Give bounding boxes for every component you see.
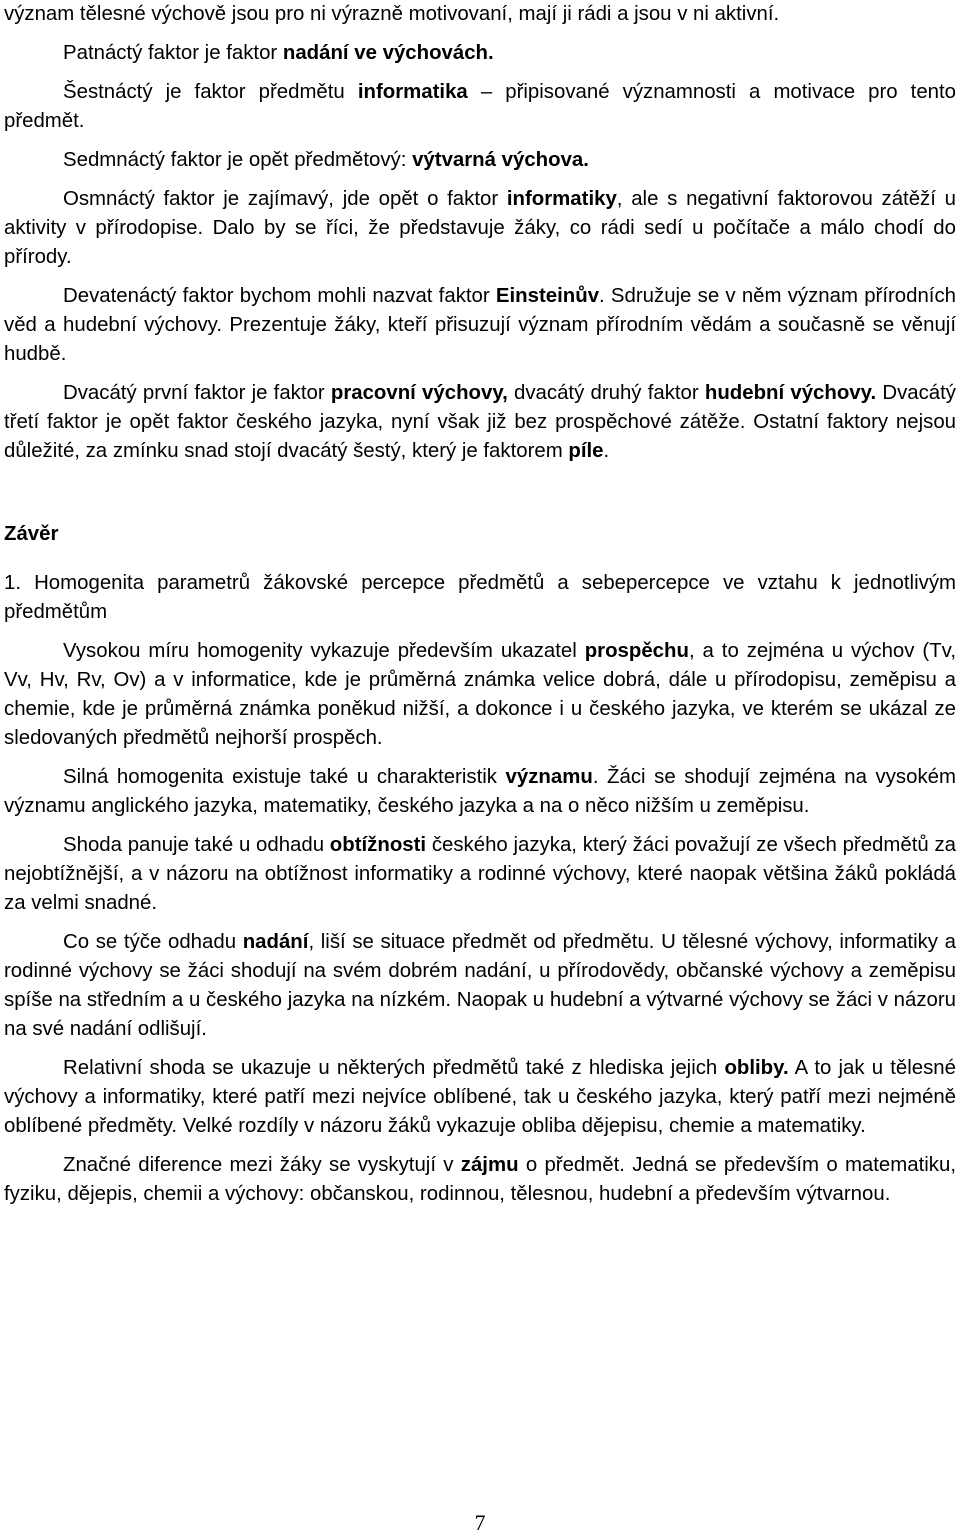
text-run: českého jazyka, který žáci považují ze všech předmětů za nejobtížnější, a v názoru na obtížnost informatiky a rodinné výchovy, které naopak většina žáků pokládá za velmi snadné. — [4, 834, 956, 914]
text-run: – připisované významnosti a motivace pro tento předmět. — [4, 81, 957, 132]
bold-term: nadání ve výchovách. — [282, 42, 494, 64]
text-run: Dvacátý první faktor je faktor — [63, 382, 331, 404]
paragraph — [4, 282, 956, 369]
text-run: , ale s negativní faktorovou zátěží u aktivity v přírodopise. Dalo by se říci, že představuje žáky, co rádi sedí u počítače a málo chodí do přírody. — [4, 188, 956, 268]
document-page — [4, 0, 956, 1219]
bold-term: obliby. — [724, 1057, 789, 1079]
bold-term: nadání — [242, 931, 309, 953]
text-run: Značné diference mezi žáky se vyskytují v — [63, 1154, 461, 1176]
bold-term: informatiky — [506, 188, 617, 210]
paragraph — [4, 928, 956, 1044]
text-run: A to jak u tělesné výchovy a informatiky, které patří mezi nejvíce oblíbené, tak u českého jazyka, který patří mezi nejméně oblíbené předměty. Velké rozdíly v názoru žáků vykazuje obliba dějepisu, chemie a matematiky. — [4, 1057, 956, 1137]
text-run: význam tělesné výchově jsou pro ni výrazně motivovaní, mají ji rádi a jsou v ni aktivní. — [4, 3, 780, 25]
section-heading: Závěr — [4, 523, 59, 545]
paragraph — [4, 379, 956, 466]
paragraph — [4, 0, 956, 29]
paragraph — [4, 831, 956, 918]
bold-term: prospěchu — [584, 640, 689, 662]
text-run: Shoda panuje také u odhadu — [63, 834, 330, 856]
numbered-subheading: 1. Homogenita parametrů žákovské percepce předmětů a sebepercepce ve vztahu k jednotlivým předmětům — [4, 572, 956, 623]
bold-term: Einsteinův — [495, 285, 600, 307]
text-run: Co se týče odhadu — [63, 931, 243, 953]
text-run: . Sdružuje se v něm význam přírodních věd a hudební výchovy. Prezentuje žáky, kteří přisuzují význam přírodním vědám a současně se věnují hudbě. — [4, 285, 957, 365]
text-run: Devatenáctý faktor bychom mohli nazvat faktor — [63, 285, 496, 307]
text-run: , a to zejména u výchov (Tv, Vv, Hv, Rv, Ov) a v informatice, kde je průměrná známka velice dobrá, dále u přírodopisu, zeměpisu a chemie, kde je průměrná známka poněkud nižší, a dokonce i u českého jazyka, ve kterém se ukázal ze sledovaných předmětů nejhorší prospěch. — [4, 640, 956, 749]
bold-term: informatika — [357, 81, 468, 103]
paragraph — [4, 78, 956, 136]
text-run: . — [603, 440, 610, 462]
body-text-bottom — [4, 637, 956, 1209]
text-run: dvacátý druhý faktor — [507, 382, 705, 404]
bold-term: hudební výchovy. — [704, 382, 877, 404]
text-run: Patnáctý faktor je faktor — [63, 42, 283, 64]
bold-term: obtížnosti — [329, 834, 427, 856]
bold-term: zájmu — [460, 1154, 519, 1176]
paragraph — [4, 637, 956, 753]
bold-term: píle — [568, 440, 604, 462]
text-run: o předmět. Jedná se především o matematiku, fyziku, dějepis, chemii a výchovy: občanskou, rodinnou, tělesnou, hudební a především výtvarnou. — [4, 1154, 956, 1205]
text-run: Šestnáctý je faktor předmětu — [63, 81, 358, 103]
paragraph — [4, 1054, 956, 1141]
paragraph — [4, 39, 956, 68]
paragraph — [4, 146, 956, 175]
text-run: Dvacátý třetí faktor je opět faktor českého jazyka, nyní však již bez prospěchové zátěže. Ostatní faktory nejsou důležité, za zmínku snad stojí dvacátý šestý, který je faktorem — [4, 382, 956, 462]
text-run: Relativní shoda se ukazuje u některých předmětů také z hlediska jejich — [63, 1057, 725, 1079]
bold-term: pracovní výchovy, — [330, 382, 508, 404]
bold-term: výtvarná výchova. — [412, 149, 589, 171]
text-run: Sedmnáctý faktor je opět předmětový: — [63, 149, 413, 171]
text-run: Vysokou míru homogenity vykazuje především ukazatel — [63, 640, 585, 662]
paragraph — [4, 1151, 956, 1209]
page-number: 7 — [474, 1510, 486, 1535]
text-run: Silná homogenita existuje také u charakteristik — [63, 766, 506, 788]
text-run: Osmnáctý faktor je zajímavý, jde opět o faktor — [63, 188, 507, 210]
bold-term: významu — [505, 766, 593, 788]
body-text-top — [4, 0, 956, 466]
paragraph — [4, 763, 956, 821]
text-run: . Žáci se shodují zejména na vysokém významu anglického jazyka, matematiky, českého jazyka a na o něco nižším u zeměpisu. — [4, 766, 956, 817]
paragraph — [4, 185, 956, 272]
text-run: , liší se situace předmět od předmětu. U tělesné výchovy, informatiky a rodinné výchovy se žáci shodují na svém dobrém nadání, u přírodovědy, občanské výchovy a zeměpisu spíše na středním a u českého jazyka na nízkém. Naopak u hudební a výtvarné výchovy se žáci v názoru na své nadání odlišují. — [4, 931, 957, 1040]
